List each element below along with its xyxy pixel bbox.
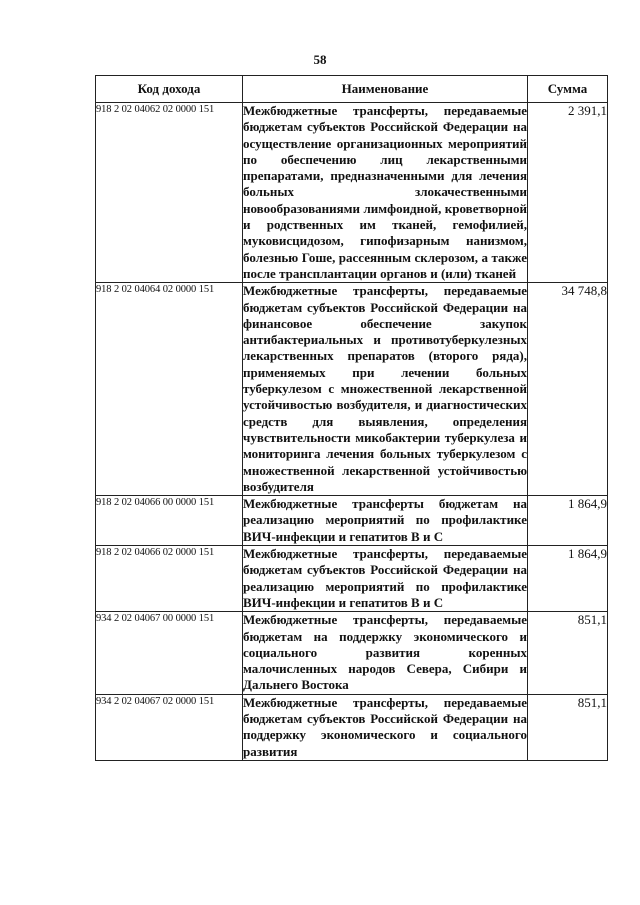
page-number: 58 <box>313 52 327 67</box>
revenue-amount: 851,1 <box>528 612 608 694</box>
revenue-amount: 1 864,9 <box>528 546 608 612</box>
revenue-code: 918 2 02 04062 02 0000 151 <box>96 103 243 283</box>
revenue-name: Межбюджетные трансферты, передаваемые бюджетам субъектов Российской Федерации на поддержку экономического и социального развития <box>243 694 527 759</box>
revenue-amount: 851,1 <box>528 694 608 760</box>
table-row <box>96 546 608 612</box>
revenue-name: Межбюджетные трансферты, передаваемые бюджетам субъектов Российской Федерации на финансовое обеспечение закупок антибактериальных и противотуберкулезных лекарственных препаратов (второго ряда), применяемых при лечении больных туберкулезом с множественной лекарственной устойчивостью возбудителя, и диагностических средств для выявления, определения чувствительности микобактерии туберкулеза и мониторинга лечения больных туберкулезом с множественной лекарственной устойчивостью возбудителя <box>243 283 527 494</box>
budget-revenue-table <box>95 75 608 761</box>
revenue-amount: 34 748,8 <box>528 283 608 496</box>
revenue-name: Межбюджетные трансферты, передаваемые бюджетам субъектов Российской Федерации на реализацию мероприятий по профилактике ВИЧ-инфекции и гепатитов В и С <box>243 546 527 610</box>
table-row <box>96 694 608 760</box>
revenue-code: 934 2 02 04067 00 0000 151 <box>96 612 243 694</box>
table-row <box>96 103 608 283</box>
header-amount: Сумма <box>528 76 608 103</box>
table-row <box>96 612 608 694</box>
revenue-code: 918 2 02 04064 02 0000 151 <box>96 283 243 496</box>
revenue-code: 934 2 02 04067 02 0000 151 <box>96 694 243 760</box>
header-code: Код дохода <box>96 76 243 103</box>
revenue-amount: 2 391,1 <box>528 103 608 283</box>
revenue-name: Межбюджетные трансферты, передаваемые бюджетам на поддержку экономического и социального развития коренных малочисленных народов Севера, Сибири и Дальнего Востока <box>243 612 527 693</box>
table-row <box>96 496 608 546</box>
header-name: Наименование <box>243 76 528 103</box>
revenue-amount: 1 864,9 <box>528 496 608 546</box>
table-header-row <box>96 76 608 103</box>
revenue-name: Межбюджетные трансферты бюджетам на реализацию мероприятий по профилактике ВИЧ-инфекции и гепатитов В и С <box>243 496 527 544</box>
revenue-name: Межбюджетные трансферты, передаваемые бюджетам субъектов Российской Федерации на осуществление организационных мероприятий по обеспечению лиц лекарственными препаратами, предназначенными для лечения больных злокачественными новообразованиями лимфоидной, кроветворной и родственных им тканей, гемофилией, муковисцидозом, гипофизарным нанизмом, болезнью Гоше, рассеянным склерозом, а также после трансплантации органов и (или) тканей <box>243 103 527 281</box>
revenue-code: 918 2 02 04066 00 0000 151 <box>96 496 243 546</box>
revenue-code: 918 2 02 04066 02 0000 151 <box>96 546 243 612</box>
table-row <box>96 283 608 496</box>
